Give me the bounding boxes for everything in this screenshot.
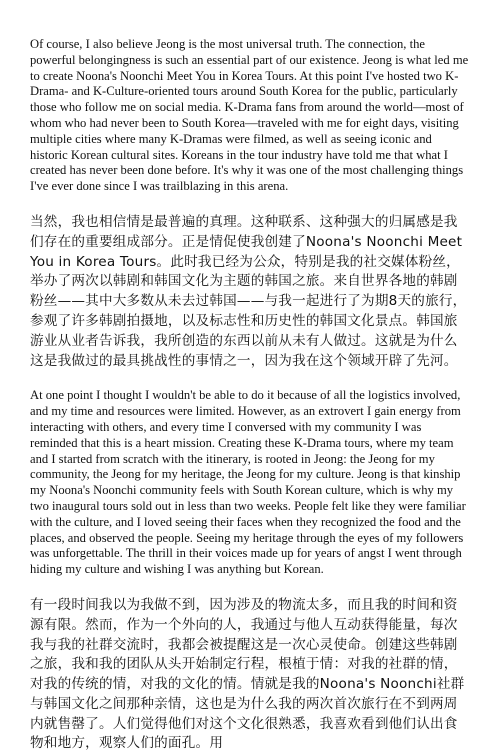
paragraph-spacing xyxy=(30,195,470,213)
paragraph-spacing xyxy=(30,578,470,596)
paragraph-english-1: Of course, I also believe Jeong is the most universal truth. The connection, the powerful belongingness is such an essential part of our existence. Jeong is what led me to create Noona's Noonchi Meet You in Korea Tours. At this point I've hosted two K-Drama- and K-Culture-oriented tours around South Korea for the public, particularly those who follow me on social media. K-Drama fans from around the world—most of whom who had never been to South Korea—traveled with me for eight days, visiting multiple cities where many K-Dramas were filmed, as well as seeing iconic and historic Korean cultural sites. Koreans in the tour industry have told me that what I created has never been done before. It's why it was one of the most challenging things I've ever done since I was trailblazing in this arena. xyxy=(30,37,469,194)
paragraph-english-2: At one point I thought I wouldn't be able to do it because of all the logistics involved, and my time and resources were limited. However, as an extrovert I gain energy from interacting with others, and every time I conversed with my community I was reminded that this is a heart mission. Creating these K-Drama tours, where my team and I started from scratch with the itinerary, is rooted in Jeong: the Jeong for my community, the Jeong for my heritage, the Jeong for my culture. Jeong is that kinship my Noona's Noonchi community feels with South Korean culture, which is why my two inaugural tours sold out in less than two weeks. People felt like they were familiar with the culture, and I loved seeing their faces when they recognized the food and the places, and observed the people. Seeing my heritage through the eyes of my followers was unforgettable. The thrill in their voices made up for years of angst I went through hiding my culture and wishing I was anything but Korean. xyxy=(30,388,466,577)
document-page xyxy=(30,37,470,754)
paragraph-chinese-1: 当然，我也相信情是最普遍的真理。这种联系、这种强大的归属感是我们存在的重要组成部分。正是情促使我创建了Noona's Noonchi Meet You in Korea Tours。此时我已经为公众，特别是我的社交媒体粉丝，举办了两次以韩剧和韩国文化为主题的韩国之旅。来自世界各地的韩剧粉丝——其中大多数从未去过韩国——与我一起进行了为期8天的旅行，参观了许多韩剧拍摄地，以及标志性和历史性的韩国文化景点。韩国旅游业从业者告诉我，我所创造的东西以前从未有人做过。这就是为什么这是我做过的最具挑战性的事情之一，因为我在这个领域开辟了先河。 xyxy=(30,213,467,369)
paragraph-chinese-2: 有一段时间我以为我做不到，因为涉及的物流太多，而且我的时间和资源有限。然而，作为一个外向的人，我通过与他人互动获得能量，每次我与我的社群交流时，我都会被提醒这是一次心灵使命。创建这些韩剧之旅，我和我的团队从头开始制定行程，根植于情：对我的社群的情，对我的传统的情，对我的文化的情。情就是我的Noona's Noonchi社群与韩国文化之间那种亲情，这也是为什么我的两次首次旅行在不到两周内就售罄了。人们觉得他们对这个文化很熟悉，我喜欢看到他们认出食物和地方，观察人们的面孔。用 xyxy=(30,596,465,752)
paragraph-spacing xyxy=(30,371,470,388)
